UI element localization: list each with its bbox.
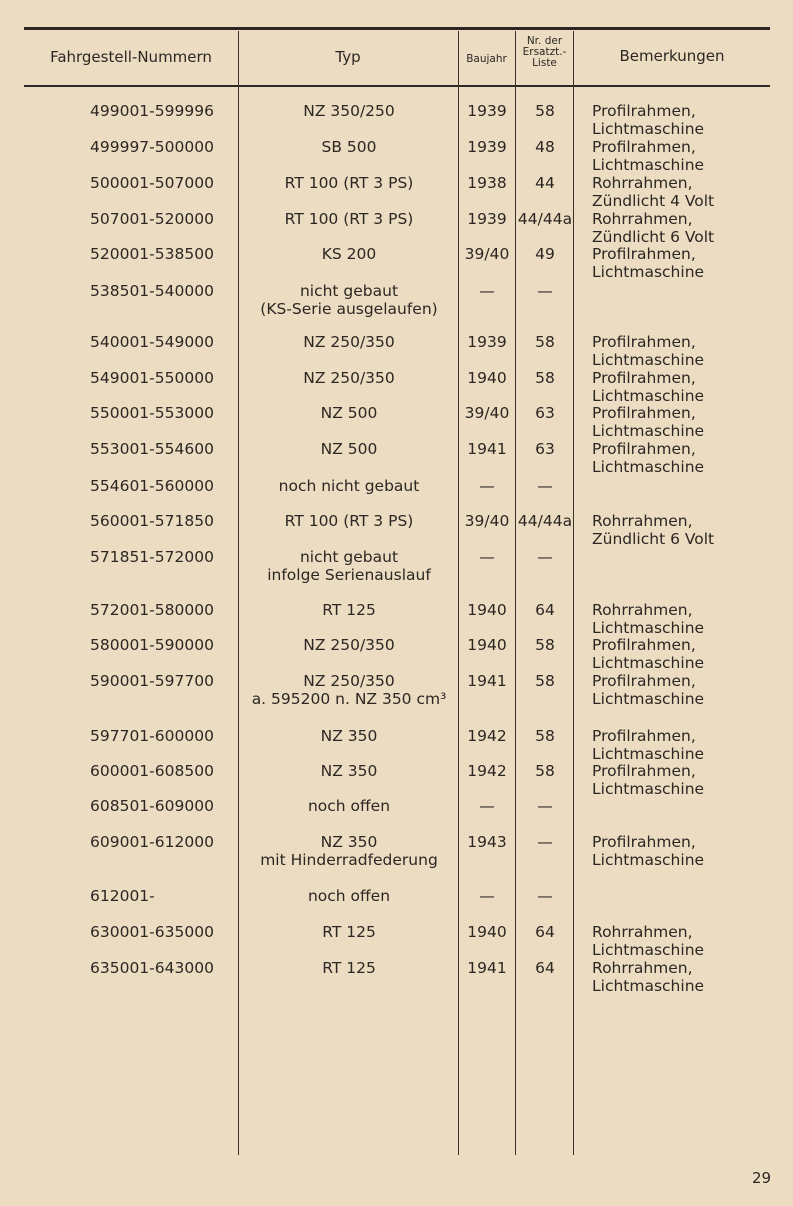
header-list: Nr. der Ersatzt.- Liste — [522, 35, 567, 69]
model-type: nicht gebaut (KS-Serie ausgelaufen) — [260, 282, 438, 318]
remarks: Profilrahmen, Lichtmaschine — [592, 636, 705, 672]
model-type: KS 200 — [321, 245, 377, 263]
build-year: — — [479, 477, 495, 495]
chassis-number: 499001-599996 — [90, 102, 214, 120]
parts-list-number: 58 — [535, 762, 555, 780]
build-year: 1942 — [467, 762, 507, 780]
parts-list-number: 58 — [535, 672, 555, 690]
chassis-number: 635001-643000 — [90, 959, 214, 977]
chassis-number: 560001-571850 — [90, 512, 214, 530]
remarks: Profilrahmen, Lichtmaschine — [592, 102, 705, 138]
parts-list-number: — — [537, 548, 553, 566]
model-type: RT 125 — [322, 601, 376, 619]
remarks: Profilrahmen, Lichtmaschine — [592, 727, 705, 763]
build-year: — — [479, 282, 495, 300]
remarks: Profilrahmen, Lichtmaschine — [592, 245, 705, 281]
remarks: Profilrahmen, Lichtmaschine — [592, 333, 705, 369]
remarks: Rohrrahmen, Zündlicht 6 Volt — [592, 512, 715, 548]
parts-list-number: 58 — [535, 102, 555, 120]
chassis-number: 499997-500000 — [90, 138, 214, 156]
model-type: NZ 250/350 a. 595200 n. NZ 350 cm³ — [251, 672, 447, 708]
parts-list-number: 58 — [535, 369, 555, 387]
remarks: Profilrahmen, Lichtmaschine — [592, 672, 705, 708]
build-year: 1941 — [467, 959, 507, 977]
model-type: NZ 350 — [320, 727, 378, 745]
remarks: Rohrrahmen, Lichtmaschine — [592, 923, 705, 959]
column-rule — [573, 31, 574, 1155]
build-year: 1941 — [467, 440, 507, 458]
build-year: — — [479, 797, 495, 815]
build-year: 1943 — [467, 833, 507, 851]
build-year: 1939 — [467, 102, 507, 120]
model-type: SB 500 — [321, 138, 377, 156]
chassis-number: 580001-590000 — [90, 636, 214, 654]
build-year: 1939 — [467, 138, 507, 156]
build-year: — — [479, 548, 495, 566]
parts-list-number: 63 — [535, 404, 555, 422]
build-year: 39/40 — [464, 245, 510, 263]
build-year: 1940 — [467, 923, 507, 941]
model-type: NZ 350 — [320, 762, 378, 780]
parts-list-number: — — [537, 887, 553, 905]
parts-list-number: 58 — [535, 333, 555, 351]
remarks: Rohrrahmen, Lichtmaschine — [592, 601, 705, 637]
build-year: 1938 — [467, 174, 507, 192]
parts-list-number: 49 — [535, 245, 555, 263]
header-type: Typ — [335, 48, 361, 66]
chassis-number: 571851-572000 — [90, 548, 214, 566]
remarks: Profilrahmen, Lichtmaschine — [592, 138, 705, 174]
model-type: NZ 250/350 — [303, 369, 395, 387]
build-year: 1940 — [467, 369, 507, 387]
chassis-number: 549001-550000 — [90, 369, 214, 387]
top-rule — [24, 27, 770, 30]
parts-list-number: 63 — [535, 440, 555, 458]
parts-list-number: — — [537, 833, 553, 851]
parts-list-number: 64 — [535, 959, 555, 977]
parts-list-number: 44 — [535, 174, 555, 192]
parts-list-number: — — [537, 477, 553, 495]
chassis-number: 500001-507000 — [90, 174, 214, 192]
chassis-number: 572001-580000 — [90, 601, 214, 619]
chassis-number: 520001-538500 — [90, 245, 214, 263]
model-type: NZ 350/250 — [303, 102, 395, 120]
build-year: 1939 — [467, 333, 507, 351]
model-type: RT 100 (RT 3 PS) — [284, 512, 414, 530]
model-type: NZ 250/350 — [303, 333, 395, 351]
chassis-number: 612001- — [90, 887, 155, 905]
remarks: Profilrahmen, Lichtmaschine — [592, 833, 705, 869]
remarks: Rohrrahmen, Lichtmaschine — [592, 959, 705, 995]
remarks: Profilrahmen, Lichtmaschine — [592, 440, 705, 476]
parts-list-number: 64 — [535, 923, 555, 941]
model-type: RT 100 (RT 3 PS) — [284, 210, 414, 228]
remarks: Profilrahmen, Lichtmaschine — [592, 404, 705, 440]
model-type: NZ 250/350 — [303, 636, 395, 654]
build-year: 1940 — [467, 601, 507, 619]
header-rule — [24, 85, 770, 87]
remarks: Rohrrahmen, Zündlicht 6 Volt — [592, 210, 715, 246]
chassis-number: 597701-600000 — [90, 727, 214, 745]
build-year: 39/40 — [464, 512, 510, 530]
chassis-number: 590001-597700 — [90, 672, 214, 690]
column-rule — [515, 31, 516, 1155]
chassis-number: 550001-553000 — [90, 404, 214, 422]
column-rule — [458, 31, 459, 1155]
parts-list-number: — — [537, 797, 553, 815]
chassis-number: 540001-549000 — [90, 333, 214, 351]
column-rule — [238, 31, 239, 1155]
model-type: RT 125 — [322, 923, 376, 941]
parts-list-number: 64 — [535, 601, 555, 619]
parts-list-number: 58 — [535, 727, 555, 745]
model-type: NZ 500 — [320, 440, 378, 458]
remarks: Profilrahmen, Lichtmaschine — [592, 369, 705, 405]
chassis-number: 554601-560000 — [90, 477, 214, 495]
chassis-number: 507001-520000 — [90, 210, 214, 228]
chassis-number: 600001-608500 — [90, 762, 214, 780]
header-remarks: Bemerkungen — [619, 47, 725, 65]
header-year: Baujahr — [466, 53, 507, 65]
parts-list-number: — — [537, 282, 553, 300]
chassis-number: 538501-540000 — [90, 282, 214, 300]
build-year: — — [479, 887, 495, 905]
model-type: NZ 500 — [320, 404, 378, 422]
model-type: NZ 350 mit Hinderradfederung — [260, 833, 438, 869]
chassis-number: 553001-554600 — [90, 440, 214, 458]
parts-list-number: 58 — [535, 636, 555, 654]
parts-list-number: 48 — [535, 138, 555, 156]
chassis-number: 609001-612000 — [90, 833, 214, 851]
build-year: 1939 — [467, 210, 507, 228]
parts-list-number: 44/44a — [517, 210, 573, 228]
model-type: noch nicht gebaut — [278, 477, 420, 495]
build-year: 1942 — [467, 727, 507, 745]
model-type: nicht gebaut infolge Serienauslauf — [267, 548, 431, 584]
chassis-number: 608501-609000 — [90, 797, 214, 815]
chassis-number: 630001-635000 — [90, 923, 214, 941]
model-type: noch offen — [307, 887, 391, 905]
remarks: Profilrahmen, Lichtmaschine — [592, 762, 705, 798]
build-year: 1941 — [467, 672, 507, 690]
model-type: noch offen — [307, 797, 391, 815]
build-year: 39/40 — [464, 404, 510, 422]
model-type: RT 100 (RT 3 PS) — [284, 174, 414, 192]
parts-list-number: 44/44a — [517, 512, 573, 530]
remarks: Rohrrahmen, Zündlicht 4 Volt — [592, 174, 715, 210]
page-number: 29 — [752, 1169, 772, 1187]
model-type: RT 125 — [322, 959, 376, 977]
header-number: Fahrgestell-Nummern — [50, 48, 212, 66]
build-year: 1940 — [467, 636, 507, 654]
